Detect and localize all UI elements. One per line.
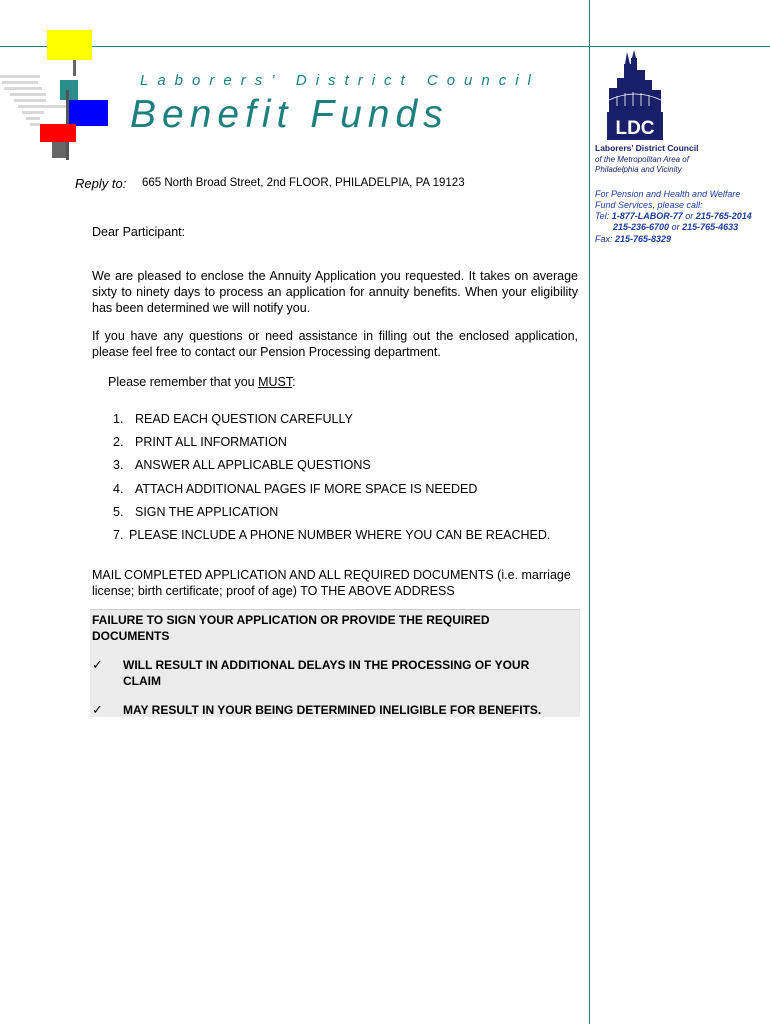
city-skyline-icon <box>603 50 667 142</box>
list-item-text: SIGN THE APPLICATION <box>135 505 279 519</box>
block-logo-graphic <box>0 30 110 160</box>
list-item-number: 3. <box>113 458 124 472</box>
org-subtitle: Benefit Funds <box>130 93 449 136</box>
tel-label: Tel: <box>595 211 612 221</box>
tel-primary[interactable]: 1-877-LABOR-77 <box>611 211 683 221</box>
tel-alt-or: or <box>669 222 683 232</box>
fax-label: Fax: <box>595 234 616 244</box>
assistance-paragraph: If you have any questions or need assistance in filling out the enclosed application, please feel free to contact our Pension Processing department. <box>92 329 578 359</box>
warning-title: FAILURE TO SIGN YOUR APPLICATION OR PROVIDE THE REQUIRED DOCUMENTS <box>92 613 490 643</box>
checkmark-icon: ✓ <box>92 657 103 672</box>
block-logo <box>0 30 110 160</box>
list-item-text: PRINT ALL INFORMATION <box>135 435 287 449</box>
tel-or: or <box>682 211 696 221</box>
intro-paragraph: We are pleased to enclose the Annuity Application you requested. It takes on average sixty to ninety days to process an application for annuity benefits. When your eligibility has been determined we will notify you. <box>92 269 578 315</box>
tel-secondary[interactable]: 215-765-2014 <box>695 211 752 221</box>
list-item-number: 4. <box>113 482 124 496</box>
salutation: Dear Participant: <box>92 225 186 239</box>
header-rule <box>0 46 770 47</box>
list-item <box>113 528 550 542</box>
remember-prefix: Please remember that you <box>108 375 259 389</box>
logo-text: LDC <box>615 118 655 139</box>
fax-number[interactable]: 215-765-8329 <box>615 234 672 244</box>
list-item-text: ATTACH ADDITIONAL PAGES IF MORE SPACE IS NEEDED <box>135 482 478 496</box>
reply-label: Reply to: <box>75 176 127 191</box>
list-item <box>113 435 287 449</box>
telephone-alt-line <box>613 222 738 232</box>
list-item-number: 1. <box>113 412 124 426</box>
list-item-text: PLEASE INCLUDE A PHONE NUMBER WHERE YOU CAN BE REACHED. <box>129 528 551 542</box>
list-item <box>113 412 353 426</box>
tel-alt-2[interactable]: 215-765-4633 <box>682 222 739 232</box>
warning-point-text: WILL RESULT IN ADDITIONAL DELAYS IN THE PROCESSING OF YOUR CLAIM <box>123 658 530 688</box>
list-item <box>113 482 477 496</box>
org-name: Laborers’ District Council <box>140 72 540 89</box>
ldc-subtitle-2: Philadelphia and Vicinity <box>595 165 682 174</box>
tel-alt-1[interactable]: 215-236-6700 <box>613 222 670 232</box>
remember-emphasis: MUST <box>258 375 293 389</box>
remember-suffix: : <box>292 375 296 389</box>
list-item-text: ANSWER ALL APPLICABLE QUESTIONS <box>135 458 371 472</box>
sidebar-rule <box>589 0 590 1024</box>
checkmark-icon: ✓ <box>92 702 103 717</box>
contact-intro-2: Fund Services, please call: <box>595 200 703 210</box>
list-item-number: 5. <box>113 505 124 519</box>
ldc-subtitle-1: of the Metropolitan Area of <box>595 155 689 164</box>
telephone-line <box>595 211 752 221</box>
list-item-number: 7. <box>113 528 124 542</box>
remember-line <box>108 375 296 389</box>
fax-line <box>595 234 671 244</box>
list-item-number: 2. <box>113 435 124 449</box>
reply-address: 665 North Broad Street, 2nd FLOOR, PHILADELPIA, PA 19123 <box>142 177 465 189</box>
ldc-logo <box>603 50 667 142</box>
list-item <box>113 505 278 519</box>
mail-instructions: MAIL COMPLETED APPLICATION AND ALL REQUIRED DOCUMENTS (i.e. marriage license; birth certificate; proof of age) TO THE ABOVE ADDRESS <box>92 568 571 598</box>
list-item-text: READ EACH QUESTION CAREFULLY <box>135 412 353 426</box>
contact-intro-1: For Pension and Health and Welfare <box>595 189 741 199</box>
warning-point-text: MAY RESULT IN YOUR BEING DETERMINED INELIGIBLE FOR BENEFITS. <box>123 703 542 717</box>
ldc-title: Laborers’ District Council <box>595 143 699 153</box>
list-item <box>113 458 371 472</box>
